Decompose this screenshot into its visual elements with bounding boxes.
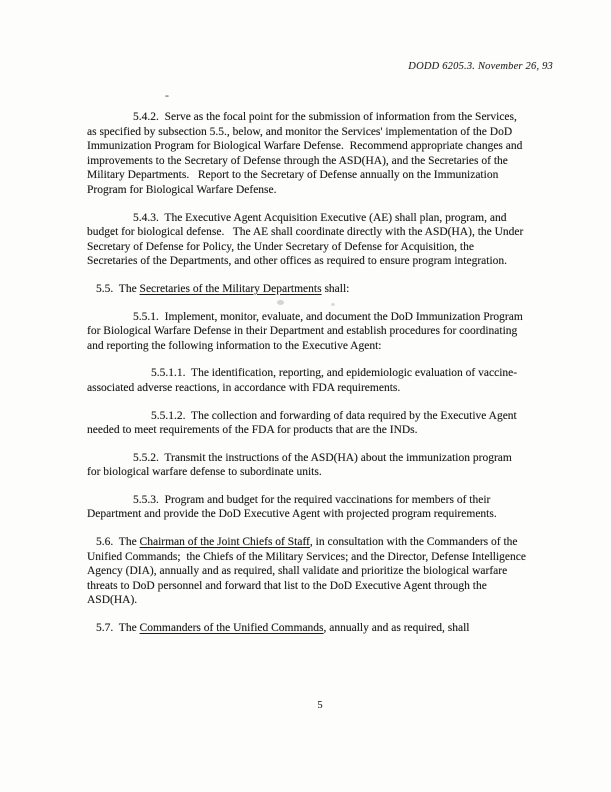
underlined-heading-text: Commanders of the Unified Commands (139, 622, 324, 635)
paragraph-5-5-3 (87, 493, 527, 522)
text-segment: , annually and as required, shall (323, 622, 470, 635)
text-segment: 5.7. The (96, 622, 140, 635)
paragraph-5-4-3 (87, 211, 527, 269)
text-segment: 5.5.2. Transmit the instructions of the ASD(HA) about the immunization program for biological warfare defense to subordinate units. (87, 451, 515, 479)
underlined-heading-text: Chairman of the Joint Chiefs of Staff (139, 536, 310, 549)
text-segment: 5.6. The (96, 536, 140, 549)
underlined-heading-text: Secretaries of the Military Departments (139, 282, 322, 295)
page-number: 5 (317, 700, 323, 711)
text-segment: 5.5. The (96, 282, 140, 295)
paragraph-5-5-2 (87, 451, 527, 480)
text-segment: , in consultation with the Commanders of the Unified Commands; the Chiefs of the Military Services; and the Director, Defense Intelligence Agency (DIA), annually and as required, shall validate and prioritize the biological warfare threats to DoD personnel and forward that list to the DoD Executive Agent through the ASD(HA). (87, 536, 529, 607)
paragraph-5-5-1-2 (87, 409, 527, 438)
text-segment: shall: (321, 282, 350, 295)
text-segment: 5.4.3. The Executive Agent Acquisition Executive (AE) shall plan, program, and budget for biological defense. The AE shall coordinate directly with the ASD(HA), the Under Secretary of Defense for Policy, the Under Secretary of Defense for Acquisition, the Secretaries of the Departments, and other offices as required to ensure program integration. (87, 211, 527, 268)
paragraph-5-7 (87, 621, 527, 636)
text-segment: 5.4.2. Serve as the focal point for the submission of information from the Services, as specified by subsection 5.5., below, and monitor the Services' implementation of the DoD Immunization Program for Biological Warfare Defense. Recommend appropriate changes and improvements to the Secretary of Defense through the ASD(HA), and the Secretaries of the Military Departments. Report to the Secretary of Defense annually on the Immunization Program for Biological Warfare Defense. (87, 111, 526, 196)
scan-artifact-dash: - (165, 88, 169, 102)
text-segment: 5.5.1.1. The identification, reporting, and epidemiologic evaluation of vaccine-associated adverse reactions, in accordance with FDA requirements. (87, 367, 518, 394)
paragraph-5-5-1-1 (87, 366, 527, 395)
paragraph-5-6 (87, 535, 527, 608)
document-header: DODD 6205.3. November 26, 93 (408, 61, 553, 72)
paragraph-5-5-1 (87, 310, 527, 354)
text-segment: 5.5.3. Program and budget for the required vaccinations for members of their Department and provide the DoD Executive Agent with projected program requirements. (87, 493, 497, 521)
text-segment: 5.5.1.2. The collection and forwarding of data required by the Executive Agent needed to meet requirements of the FDA for products that are the INDs. (87, 409, 520, 437)
text-segment: 5.5.1. Implement, monitor, evaluate, and document the DoD Immunization Program for Biological Warfare Defense in their Department and establish procedures for coordinating and reporting the following information to the Executive Agent: (87, 310, 526, 352)
paragraph-5-5 (87, 282, 527, 297)
document-body (87, 110, 527, 649)
paragraph-5-4-2 (87, 110, 527, 198)
